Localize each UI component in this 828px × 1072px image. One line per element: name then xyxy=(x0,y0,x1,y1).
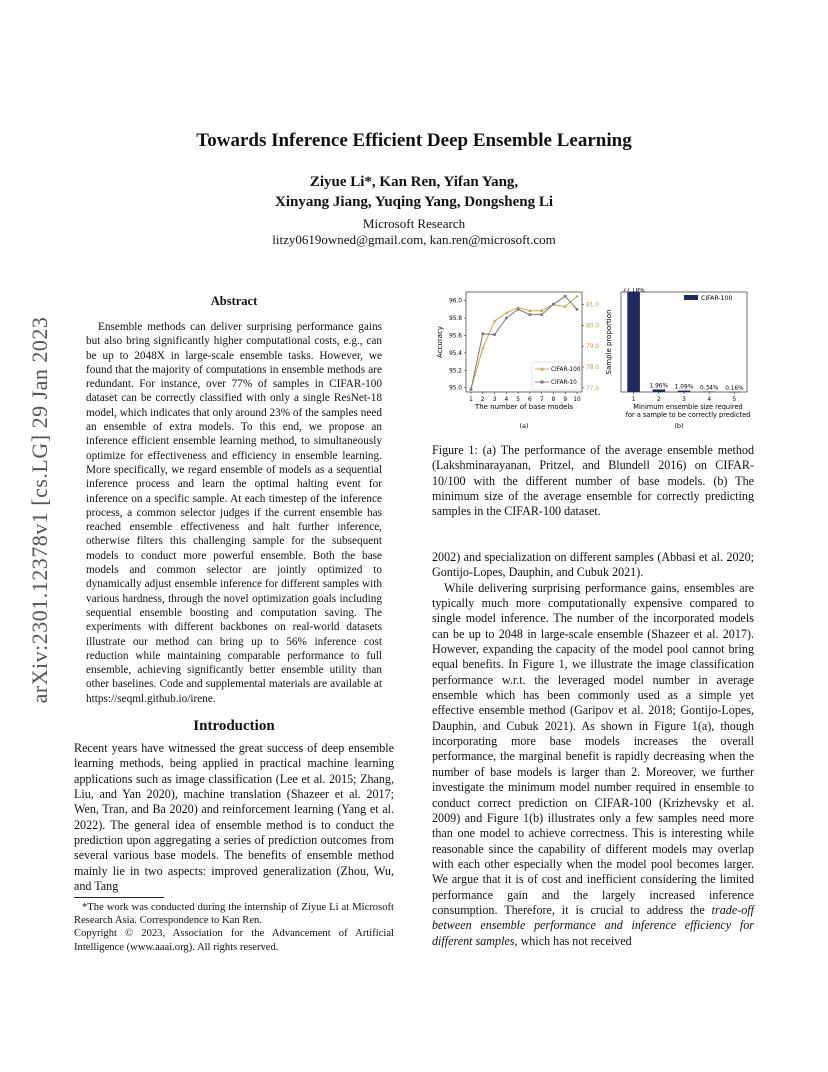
right-tick-label: 81.0 xyxy=(586,302,599,309)
point-cifar10 xyxy=(576,308,579,311)
right-tick-label: 79.0 xyxy=(586,344,599,351)
x-tick-label: 5 xyxy=(732,397,737,403)
panel-a-x-axis xyxy=(469,392,581,403)
footnote-line-2: Copyright © 2023, Association for the Advancement of Artificial Intelligence (www.aaai.org). All rights reserved. xyxy=(74,928,394,953)
x-tick-label: 9 xyxy=(563,397,568,403)
legend-label-cifar10: CIFAR-10 xyxy=(551,380,577,386)
panel-a-line-chart xyxy=(436,292,599,430)
right-paragraph-2 xyxy=(432,581,754,949)
point-cifar10 xyxy=(540,313,543,316)
data-label: 1.96% xyxy=(649,383,669,390)
panel-b-y-axis-label: Sample proportion xyxy=(605,309,613,375)
bar-3 xyxy=(678,391,691,392)
footnote xyxy=(74,901,394,954)
affiliation xyxy=(0,216,828,248)
x-tick-label: 2 xyxy=(656,397,661,403)
point-cifar10 xyxy=(552,303,555,306)
x-tick-label: 1 xyxy=(631,397,636,403)
paper-title: Towards Inference Efficient Deep Ensemble Learning xyxy=(196,130,632,151)
affiliation-emails: litzy0619owned@gmail.com, kan.ren@microsoft.com xyxy=(272,232,556,247)
right-tick-label: 80.0 xyxy=(586,323,599,330)
point-cifar10 xyxy=(481,332,484,335)
left-tick-label: 95.8 xyxy=(449,316,462,323)
left-tick-label: 95.2 xyxy=(449,368,462,375)
x-tick-label: 4 xyxy=(707,397,712,403)
point-cifar10 xyxy=(517,308,520,311)
point-cifar10 xyxy=(493,333,496,336)
figure-1 xyxy=(428,288,764,438)
footnote-line-1: *The work was conducted during the internship of Ziyue Li at Microsoft Research Asia. Correspondence to Kan Ren. xyxy=(74,902,394,927)
x-tick-label: 10 xyxy=(573,397,581,403)
panel-b-x-axis-label-line-2: for a sample to be correctly predicted xyxy=(625,411,751,419)
figure-1-svg xyxy=(428,288,764,438)
right-paragraph-1: 2002) and specialization on different samples (Abbasi et al. 2020; Gontijo-Lopes, Dauphin, and Cubuk 2021). xyxy=(432,550,754,580)
panel-b-data-labels xyxy=(623,288,745,392)
introduction-body xyxy=(74,741,394,894)
author-line-1: Ziyue Li*, Kan Ren, Yifan Yang, xyxy=(309,174,519,190)
left-tick-label: 95.4 xyxy=(449,350,462,357)
x-tick-label: 3 xyxy=(682,397,686,403)
panel-b-label: (b) xyxy=(674,422,684,430)
x-tick-label: 4 xyxy=(504,397,509,403)
right-tick-label: 77.0 xyxy=(586,385,599,392)
introduction-heading: Introduction xyxy=(193,718,275,734)
panel-b-x-axis xyxy=(632,392,737,403)
right-paragraph-2-part-a: While delivering surprising performance gains, ensembles are typically much more computationally expensive compared to single model inference. The number of the incorporated models can be up to 2048 in large-scale ensemble (Shazeer et al. 2017). However, expanding the capacity of the model pool cannot bring equal benefits. In Figure 1, we illustrate the image classification performance w.r.t. the leveraged model number in average ensemble which has been commonly used as a simple yet effective ensemble method (Garipov et al. 2018; Gontijo-Lopes, Dauphin, and Cubuk 2021). As shown in Figure 1(a), though incorporating more base models increases the overall performance, the marginal benefit is rapidly decreasing when the number of base models is larger than 2. Moreover, we further investigate the minimum model number required in ensemble to conduct correct prediction on CIFAR-100 (Krizhevsky et al. 2009) and Figure 1(b) illustrates only a few samples need more than one model to achieve correctness. This is interesting while reasonable since the capability of different models may overlap with each other especially when the model pool becomes larger. We argue that it is of cost and inefficient considering the limited performance gain and the largely increased inference consumption. Therefore, it is crucial to address the xyxy=(432,580,754,917)
right-paragraph-2-emphasis: trade-off between ensemble performance and inference efficiency for different samples xyxy=(432,902,754,948)
left-tick-label: 95.0 xyxy=(449,385,462,392)
affiliation-org: Microsoft Research xyxy=(362,216,466,231)
legend-swatch-panel-b xyxy=(684,295,698,300)
panel-a-y-axis-label: Accuracy xyxy=(436,326,444,358)
point-cifar10 xyxy=(505,317,508,320)
panel-a-x-axis-label: The number of base models xyxy=(474,403,574,411)
legend-marker-cifar10 xyxy=(541,381,544,384)
introduction-text: Recent years have witnessed the great success of deep ensemble learning methods, being applied in practical machine learning applications such as image classification (Lee et al. 2015; Zhang, Liu, and Yan 2020), machine translation (Shazeer et al. 2017; Wen, Tran, and Ba 2020) and reinforcement learning (Yang et al. 2022). The general idea of ensemble method is to conduct the prediction upon aggregating a series of prediction outcomes from several various base models. The benefits of ensemble method mainly lie in two aspects: improved generalization (Zhou, Wu, and Tang xyxy=(74,741,394,894)
panel-a-right-axis xyxy=(582,303,599,392)
right-column-body xyxy=(432,550,754,949)
panel-b-bar-chart xyxy=(605,288,750,430)
x-tick-label: 5 xyxy=(516,397,520,403)
panel-b-plot-frame xyxy=(621,292,747,392)
left-tick-label: 95.6 xyxy=(449,333,462,340)
panel-b-x-axis-label-line-1: Minimum ensemble size required xyxy=(633,403,743,411)
legend-label-panel-b: CIFAR-100 xyxy=(701,295,733,302)
point-cifar100 xyxy=(575,294,578,297)
data-label: 0.16% xyxy=(725,385,744,392)
panel-b-bars xyxy=(627,292,740,392)
bar-1 xyxy=(627,292,640,392)
figure-1-caption xyxy=(432,443,754,520)
x-tick-label: 8 xyxy=(551,397,556,403)
author-line-2: Xinyang Jiang, Yuqing Yang, Dongsheng Li xyxy=(274,194,554,210)
bar-4 xyxy=(703,392,716,393)
panel-a-left-axis xyxy=(449,299,466,392)
x-tick-label: 7 xyxy=(539,397,544,403)
caption-text: Figure 1: (a) The performance of the average ensemble method (Lakshminarayanan, Pritzel, and Blundell 2016) on CIFAR-10/100 with the different number of base models. (b) The minimum size of the average ensemble for correctly predicting samples in the CIFAR-100 dataset. xyxy=(432,443,754,519)
right-tick-label: 78.0 xyxy=(586,365,599,371)
point-cifar10 xyxy=(470,388,473,391)
panel-b-legend xyxy=(684,295,733,302)
arxiv-identifier: arXiv:2301.12378v1 [cs.LG] 29 Jan 2023 xyxy=(27,316,52,704)
x-tick-label: 6 xyxy=(528,397,532,403)
abstract-body xyxy=(86,320,382,706)
left-tick-label: 96.0 xyxy=(449,298,462,305)
right-paragraph-2-part-b: , which has not received xyxy=(514,933,632,948)
panel-a-legend xyxy=(532,362,581,390)
abstract-heading: Abstract xyxy=(210,294,258,308)
data-label: 77.18% xyxy=(622,288,645,294)
arxiv-sidebar xyxy=(20,290,60,730)
point-cifar10 xyxy=(529,313,532,316)
x-tick-label: 1 xyxy=(469,397,473,403)
point-cifar10 xyxy=(564,295,567,298)
x-tick-label: 2 xyxy=(480,397,485,403)
panel-a-label: (a) xyxy=(519,422,529,430)
legend-label-cifar100: CIFAR-100 xyxy=(551,367,581,373)
bar-2 xyxy=(653,389,666,392)
author-list xyxy=(0,172,828,212)
abstract-text: Ensemble methods can deliver surprising performance gains but also bring significantly higher computational costs, e.g., can be up to 2048X in large-scale ensemble tasks. However, we found that the majority of computations in ensemble methods are redundant. For instance, over 77% of samples in CIFAR-100 dataset can be correctly classified with only a single ResNet-18 model, which indicates that only around 23% of the samples need an ensemble of extra models. To this end, we propose an inference efficient ensemble learning method, to simultaneously optimize for effectiveness and efficiency in ensemble learning. More specifically, we regard ensemble of models as a sequential inference process and learn the optimal halting event for inference on a specific sample. At each timestep of the inference process, a common selector judges if the current ensemble has reached ensemble effectiveness and halt further inference, otherwise filters this challenging sample for the subsequent models to conduct more powerful ensemble. Both the base models and common selector are jointly optimized to dynamically adjust ensemble inference for different samples with various hardness, through the novel optimization goals including sequential ensemble boosting and computation saving. The experiments with different backbones on real-world datasets illustrate our method can bring up to 56% inference cost reduction while maintaining comparable performance to full ensemble, achieving significantly better ensemble utility than other baselines. Code and supplemental materials are available at https://seqml.github.io/irene. xyxy=(86,321,382,705)
data-label: 1.09% xyxy=(674,384,694,391)
x-tick-label: 3 xyxy=(492,397,497,403)
footnote-divider xyxy=(74,897,164,898)
data-label: 0.34% xyxy=(699,385,719,392)
